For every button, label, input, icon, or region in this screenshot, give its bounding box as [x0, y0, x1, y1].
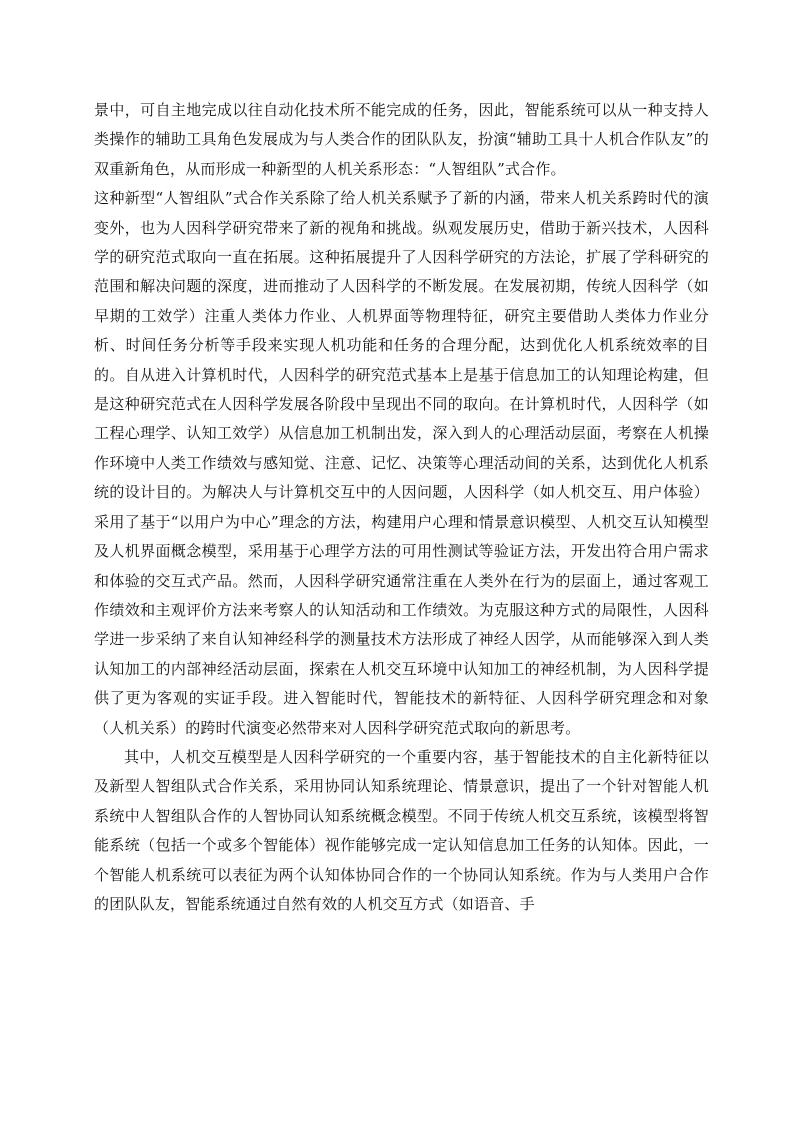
- paragraph-1: 景中，可自主地完成以往自动化技术所不能完成的任务，因此，智能系统可以从一种支持人类操作的辅助工具角色发展成为与人类合作的团队队友，扮演“辅助工具十人机合作队友”的双重新角色，从而形成一种新型的人机关系形态：“人智组队”式合作。: [94, 101, 709, 178]
- paragraph-3: 其中，人机交互模型是人因科学研究的一个重要内容，基于智能技术的自主化新特征以及新型人智组队式合作关系，采用协同认知系统理论、情景意识，提出了一个针对智能人机系统中人智组队合作的人智协同认知系统概念模型。不同于传统人机交互系统，该模型将智能系统（包括一个或多个智能体）视作能够完成一定认知信息加工任务的认知体。因此，一个智能人机系统可以表征为两个认知体协同合作的一个协同认知系统。作为与人类用户合作的团队队友，智能系统通过自然有效的人机交互方式（如语音、手: [94, 747, 709, 913]
- paragraph-2: 这种新型“人智组队”式合作关系除了给人机关系赋予了新的内涵，带来人机关系跨时代的演变外，也为人因科学研究带来了新的视角和挑战。纵观发展历史，借助于新兴技术，人因科学的研究范式取向一直在拓展。这种拓展提升了人因科学研究的方法论，扩展了学科研究的范围和解决问题的深度，进而推动了人因科学的不断发展。在发展初期，传统人因科学（如早期的工效学）注重人类体力作业、人机界面等物理特征，研究主要借助人类体力作业分析、时间任务分析等手段来实现人机功能和任务的合理分配，达到优化人机系统效率的目的。自从进入计算机时代，人因科学的研究范式基本上是基于信息加工的认知理论构建，但是这种研究范式在人因科学发展各阶段中呈现出不同的取向。在计算机时代，人因科学（如工程心理学、认知工效学）从信息加工机制出发，深入到人的心理活动层面，考察在人机操作环境中人类工作绩效与感知觉、注意、记忆、决策等心理活动间的关系，达到优化人机系统的设计目的。为解决人与计算机交互中的人因问题，人因科学（如人机交互、用户体验）采用了基于“以用户为中心”理念的方法，构建用户心理和情景意识模型、人机交互认知模型及人机界面概念模型，采用基于心理学方法的可用性测试等验证方法，开发出符合用户需求和体验的交互式产品。然而，人因科学研究通常注重在人类外在行为的层面上，通过客观工作绩效和主观评价方法来考察人的认知活动和工作绩效。为克服这种方式的局限性，人因科学进一步采纳了来自认知神经科学的测量技术方法形成了神经人因学，从而能够深入到人类认知加工的内部神经活动层面，探索在人机交互环境中认知加工的神经机制，为人因科学提供了更为客观的实证手段。进入智能时代，智能技术的新特征、人因科学研究理念和对象（人机关系）的跨时代演变必然带来对人因科学研究范式取向的新思考。: [94, 189, 709, 737]
- body-text: [94, 96, 709, 919]
